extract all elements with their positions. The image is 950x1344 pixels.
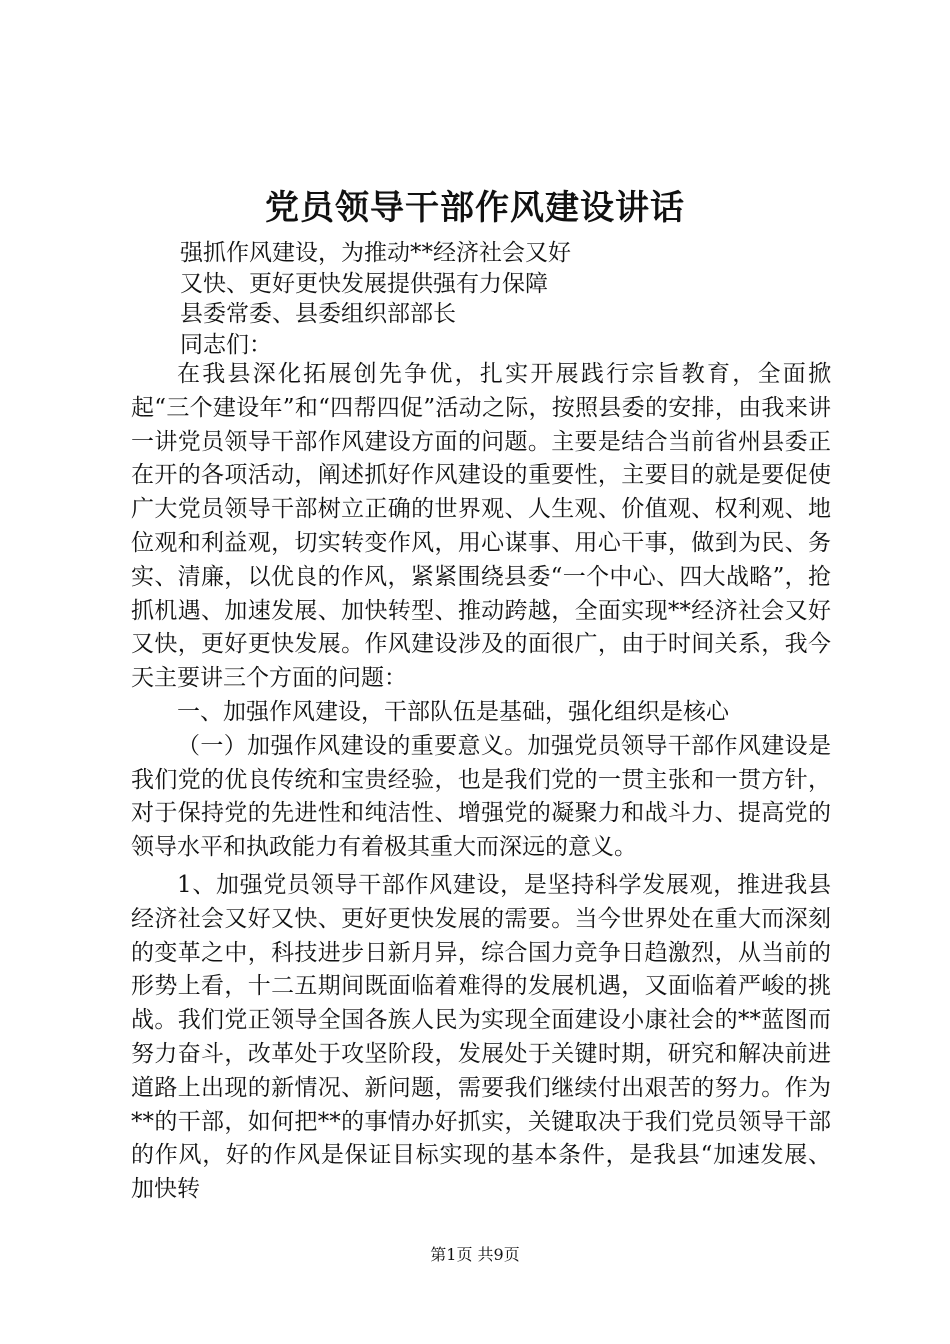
document-body	[131, 358, 831, 1207]
speaker-line: 县委常委、县委组织部部长	[180, 301, 456, 327]
paragraph-point-1: 1、加强党员领导干部作风建设，是坚持科学发展观，推进我县经济社会又好又快、更好更快发展的需要。当今世界处在重大而深刻的变革之中，科技进步日新月异，综合国力竞争日趋激烈，从当前的形势上看，十二五期间既面临着难得的发展机遇，又面临着严峻的挑战。我们党正领导全国各族人民为实现全面建设小康社会的**蓝图而努力奋斗，改革处于攻坚阶段，发展处于关键时期，研究和解决前进道路上出现的新情况、新问题，需要我们继续付出艰苦的努力。作为**的干部，如何把**的事情办好抓实，关键取决于我们党员领导干部的作风，好的作风是保证目标实现的基本条件，是我县“加速发展、加快转	[131, 871, 831, 1203]
section-heading-1: 一、加强作风建设，干部队伍是基础，强化组织是核心	[177, 698, 729, 725]
subtitle-line-1: 强抓作风建设，为推动**经济社会又好	[180, 240, 571, 266]
salutation: 同志们：	[180, 332, 272, 358]
paragraph-intro: 在我县深化拓展创先争优，扎实开展践行宗旨教育，全面掀起“三个建设年”和“四帮四促”活动之际，按照县委的安排，由我来讲一讲党员领导干部作风建设方面的问题。主要是结合当前省州县委正在开的各项活动，阐述抓好作风建设的重要性，主要目的就是要促使广大党员领导干部树立正确的世界观、人生观、价值观、权利观、地位观和利益观，切实转变作风，用心谋事、用心干事，做到为民、务实、清廉，以优良的作风，紧紧围绕县委“一个中心、四大战略”，抢抓机遇、加速发展、加快转型、推动跨越，全面实现**经济社会又好又快，更好更快发展。作风建设涉及的面很广，由于时间关系，我今天主要讲三个方面的问题：	[131, 361, 831, 692]
subtitle-line-2: 又快、更好更快发展提供强有力保障	[180, 271, 548, 297]
document-title: 党员领导干部作风建设讲话	[265, 188, 685, 228]
page-footer: 第1页 共9页	[430, 1245, 520, 1264]
paragraph-subsection-1: （一）加强作风建设的重要意义。加强党员领导干部作风建设是我们党的优良传统和宝贵经验，也是我们党的一贯主张和一贯方针，对于保持党的先进性和纯洁性、增强党的凝聚力和战斗力、提高党的领导水平和执政能力有着极其重大而深远的意义。	[131, 732, 831, 861]
